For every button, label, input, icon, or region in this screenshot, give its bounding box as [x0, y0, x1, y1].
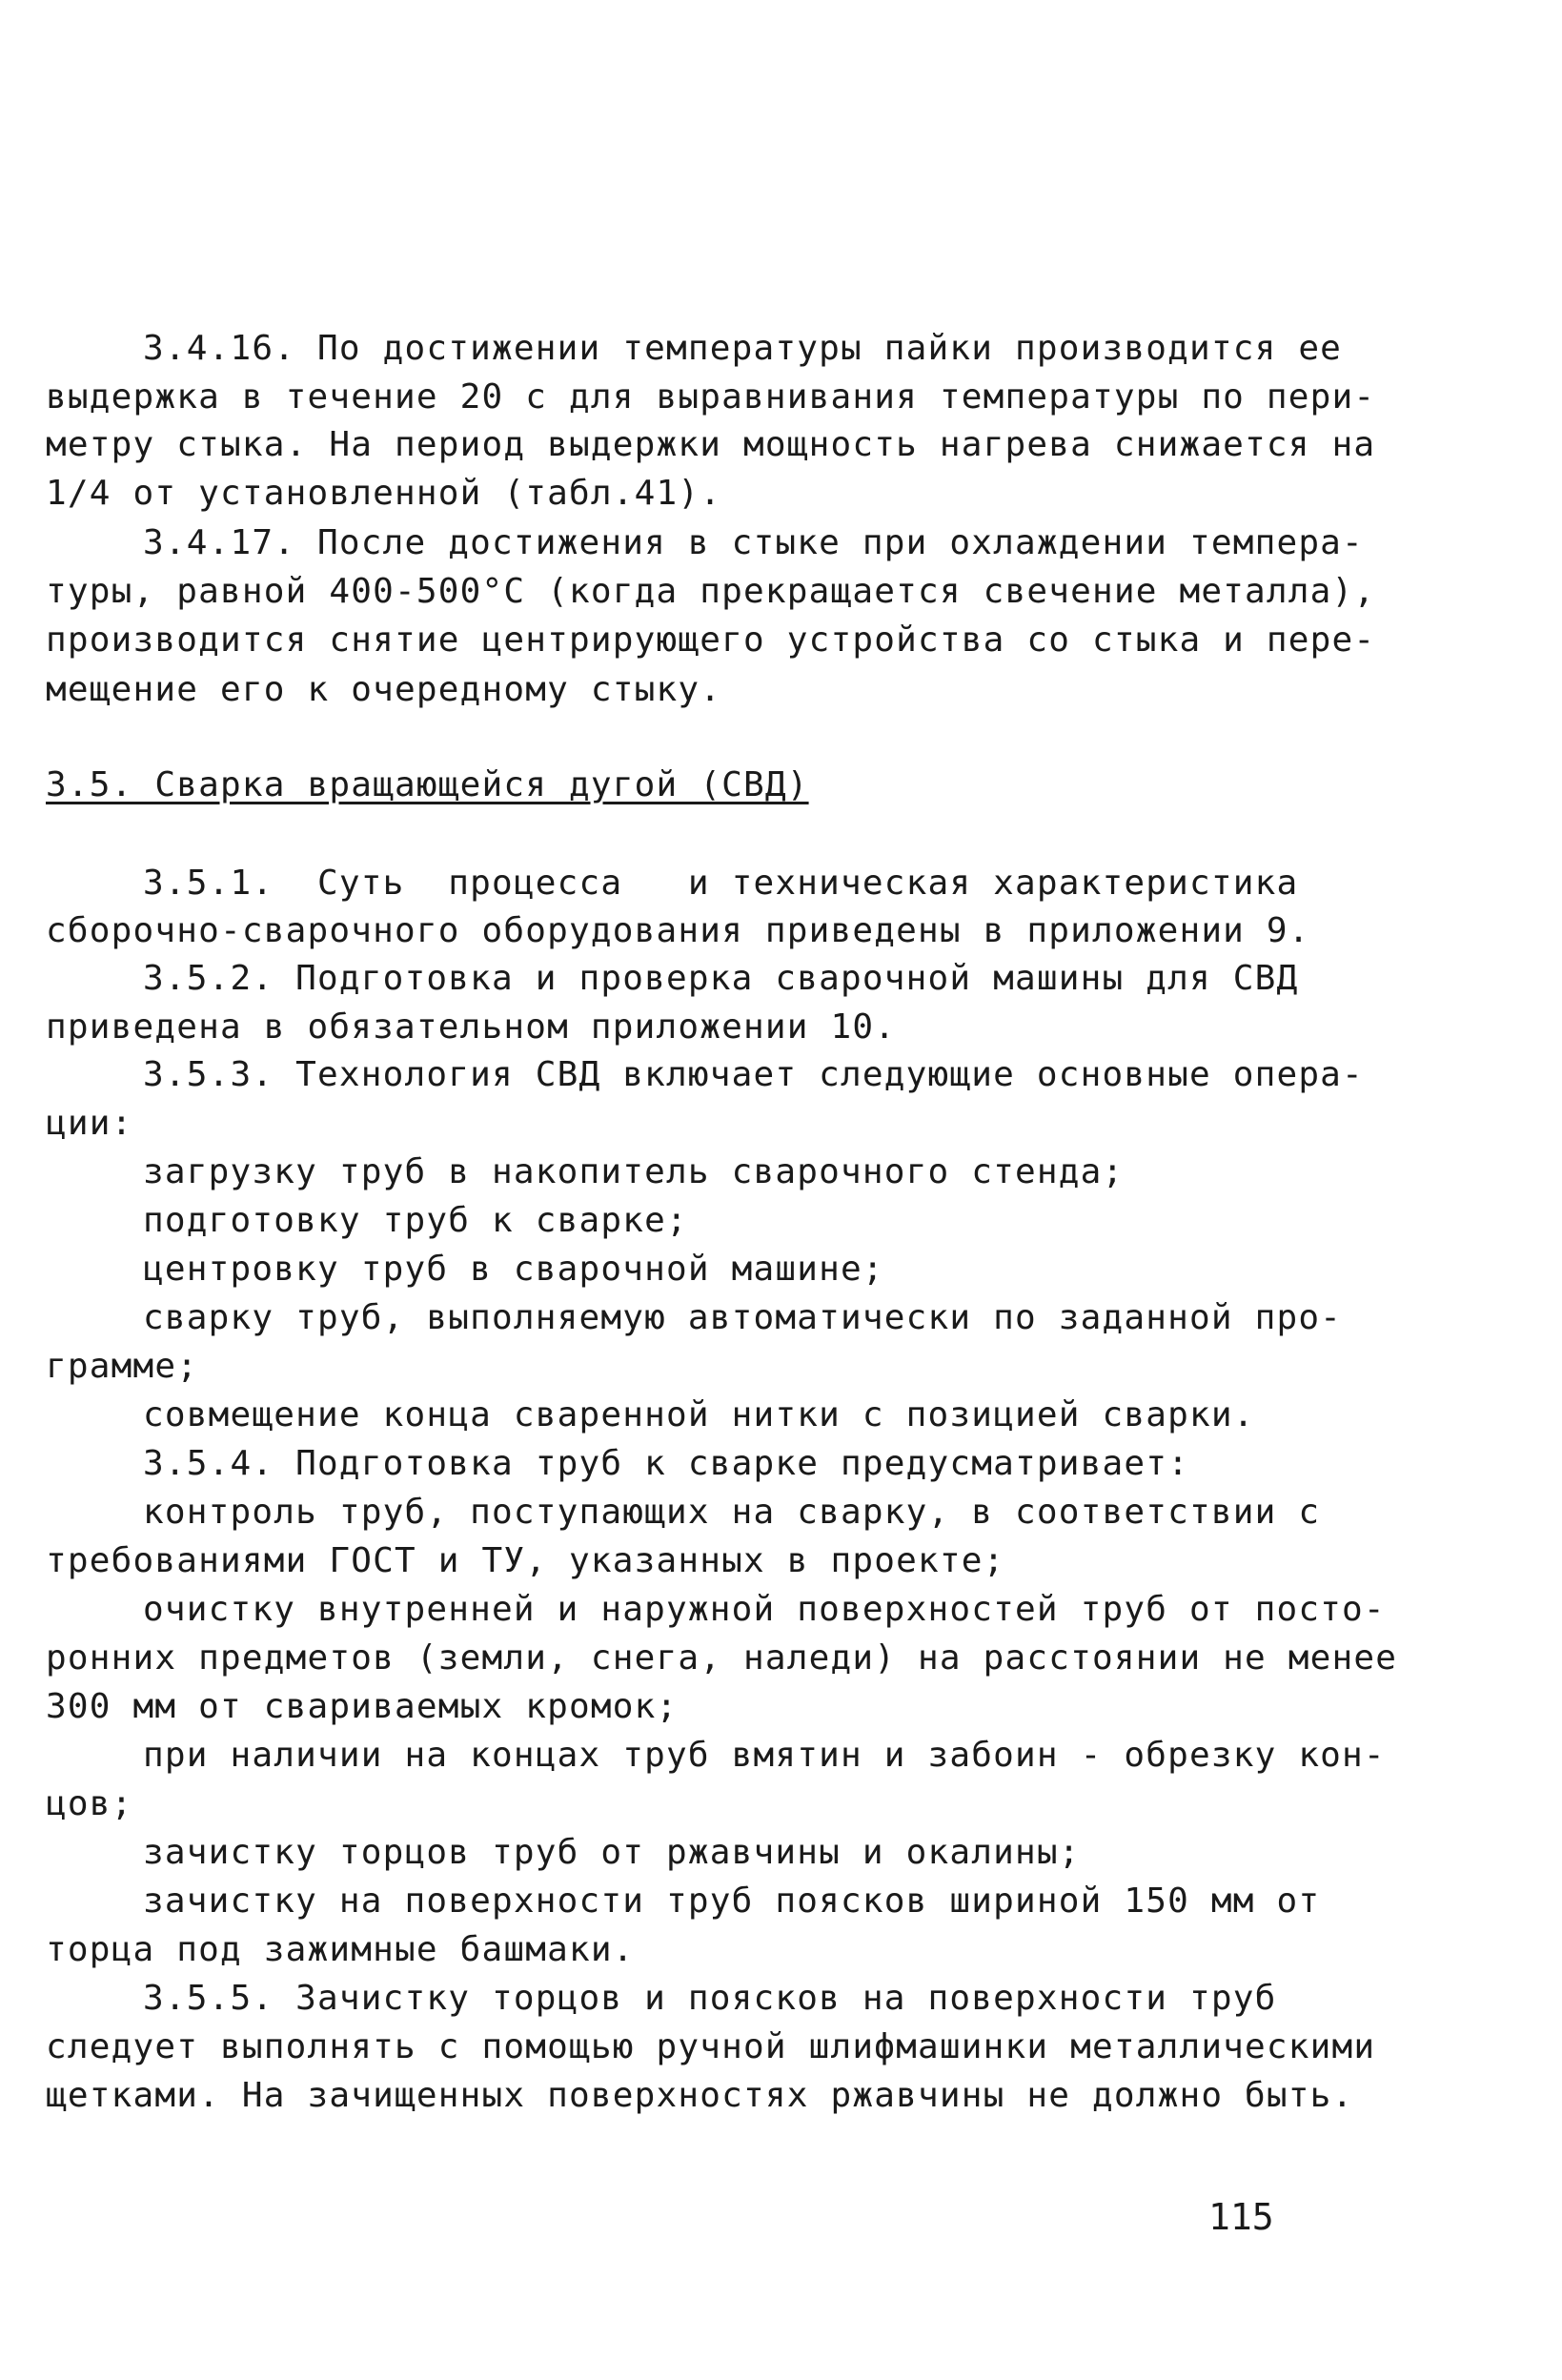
paragraph-3-5-4: 3.5.4. Подготовка труб к сварке предусматривает:	[143, 1444, 1189, 1483]
paragraph-3-4-16-line-1: 3.4.16. По достижении температуры пайки производится ее	[143, 329, 1343, 368]
operation-item: подготовку труб к сварке;	[143, 1201, 688, 1240]
prep-item-continuation: торца под зажимные башмаки.	[46, 1930, 635, 1969]
paragraph-3-5-5-line-2: следует выполнять с помощью ручной шлифмашинки металлическими	[46, 2027, 1376, 2066]
paragraph-3-5-2-line-1: 3.5.2. Подготовка и проверка сварочной машины для СВД	[143, 959, 1299, 998]
paragraph-3-5-1-line-2: сборочно-сварочного оборудования приведены в приложении 9.	[46, 911, 1310, 950]
operation-item: совмещение конца сваренной нитки с позицией сварки.	[143, 1395, 1255, 1434]
paragraph-3-4-17-line-1: 3.4.17. После достижения в стыке при охлаждении темпера-	[143, 523, 1364, 562]
prep-item: очистку внутренней и наружной поверхностей труб от посто-	[143, 1590, 1386, 1629]
prep-item: зачистку торцов труб от ржавчины и окалины;	[143, 1833, 1081, 1872]
operation-item: загрузку труб в накопитель сварочного стенда;	[143, 1152, 1125, 1191]
paragraph-3-5-5-line-3: щетками. На зачищенных поверхностях ржавчины не должно быть.	[46, 2076, 1354, 2115]
section-heading: 3.5. Сварка вращающейся дугой (СВД)	[46, 765, 809, 804]
paragraph-3-5-1-line-1: 3.5.1. Суть процесса и техническая характеристика	[143, 864, 1299, 903]
paragraph-3-4-17-line-2: туры, равной 400-500°С (когда прекращается свечение металла),	[46, 572, 1376, 611]
prep-item-continuation: цов;	[46, 1784, 133, 1823]
page-number: 115	[1208, 2196, 1274, 2238]
operation-item: центровку труб в сварочной машине;	[143, 1250, 884, 1289]
prep-item: зачистку на поверхности труб поясков шириной 150 мм от	[143, 1882, 1321, 1921]
paragraph-3-5-3-line-1: 3.5.3. Технология СВД включает следующие основные опера-	[143, 1055, 1364, 1094]
prep-item-continuation: 300 мм от свариваемых кромок;	[46, 1687, 679, 1726]
operation-item: сварку труб, выполняемую автоматически по заданной про-	[143, 1298, 1343, 1337]
prep-item-continuation: требованиями ГОСТ и ТУ, указанных в проекте;	[46, 1541, 1005, 1580]
paragraph-3-4-16-line-2: выдержка в течение 20 с для выравнивания температуры по пери-	[46, 377, 1376, 417]
paragraph-3-4-17-line-3: производится снятие центрирующего устройства со стыка и пере-	[46, 620, 1376, 660]
paragraph-3-4-16-line-4: 1/4 от установленной (табл.41).	[46, 474, 722, 513]
prep-item: при наличии на концах труб вмятин и забоин - обрезку кон-	[143, 1736, 1386, 1775]
operation-item-continuation: грамме;	[46, 1347, 199, 1386]
prep-item-continuation: ронних предметов (земли, снега, наледи) на расстоянии не менее	[46, 1638, 1398, 1678]
paragraph-3-5-2-line-2: приведена в обязательном приложении 10.	[46, 1007, 897, 1047]
paragraph-3-4-17-line-4: мещение его к очередному стыку.	[46, 670, 722, 709]
prep-item: контроль труб, поступающих на сварку, в соответствии с	[143, 1493, 1321, 1532]
paragraph-3-5-3-line-2: ции:	[46, 1104, 133, 1143]
paragraph-3-5-5-line-1: 3.5.5. Зачистку торцов и поясков на поверхности труб	[143, 1979, 1277, 2018]
paragraph-3-4-16-line-3: метру стыка. На период выдержки мощность нагрева снижается на	[46, 425, 1376, 464]
